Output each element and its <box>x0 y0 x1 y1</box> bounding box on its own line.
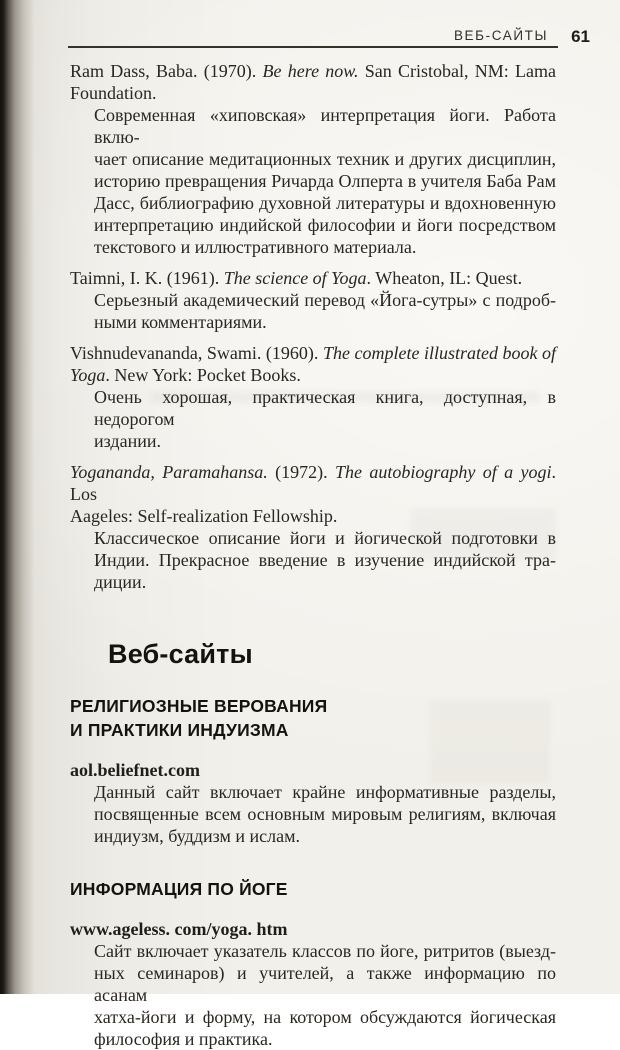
running-head <box>68 27 590 48</box>
reference-entry <box>70 60 556 258</box>
reference-entry <box>70 461 556 593</box>
citation-text: Taimni, I. K. (1961). The science of Yoga. Wheaton, IL: Quest. <box>70 268 523 288</box>
reference-entry <box>70 267 556 333</box>
website-group <box>70 694 556 847</box>
annotation-text: Очень хорошая, практическая книга, доступная, в недорогом издании. <box>94 387 556 451</box>
website-group-heading: ИНФОРМАЦИЯ ПО ЙОГЕ <box>70 879 288 899</box>
annotation-text: Серьезный академический перевод «Йога-сутры» с подроб- ными комментариями. <box>94 290 556 332</box>
website-url: www.ageless. com/yoga. htm <box>70 919 288 939</box>
page-number: 61 <box>571 27 590 46</box>
reference-entry <box>70 342 556 452</box>
running-head-section-label: ВЕБ-САЙТЫ <box>453 28 549 43</box>
citation-text: Yogananda, Paramahansa. (1972). The autobiography of a yogi. Los Aageles: Self-realization Fellowship. <box>70 462 556 526</box>
websites-section-title: Веб-сайты <box>108 639 253 669</box>
website-group <box>70 877 556 1050</box>
website-description: Данный сайт включает крайне информативные разделы, посвященные всем основным мировым религиям, включая индиузм, буддизм и ислам. <box>94 782 556 846</box>
running-head-rule <box>68 28 558 48</box>
annotation-text: Современная «хиповская» интерпретация йоги. Работа вклю- чает описание медитационных техник и других дисциплин, историю превращения Ричарда Олперта в учителя Баба Рам Дасс, библиографию духовной литературы и вдохновенную интерпретацию индийской философии и йоги посредством текстового и иллюстративного материала. <box>94 105 556 257</box>
bibliography-column <box>70 60 556 1050</box>
website-description: Сайт включает указатель классов по йоге, ритритов (выезд- ных семинаров) и учителей, а также информацию по асанам хатха-йоги и форму, на котором обсуждаются йогическая философия и практика. <box>94 941 556 1049</box>
website-group-heading: РЕЛИГИОЗНЫЕ ВЕРОВАНИЯ И ПРАКТИКИ ИНДУИЗМА <box>70 696 328 740</box>
citation-text: Vishnudevananda, Swami. (1960). The complete illustrated book of Yoga. New York: Pocket Books. <box>70 343 556 385</box>
annotation-text: Классическое описание йоги и йогической подготовки в Индии. Прекрасное введение в изучение индийской тра- диции. <box>94 528 556 592</box>
citation-text: Ram Dass, Baba. (1970). Be here now. San Cristobal, NM: Lama Foundation. <box>70 61 556 103</box>
website-url: aol.beliefnet.com <box>70 760 200 780</box>
